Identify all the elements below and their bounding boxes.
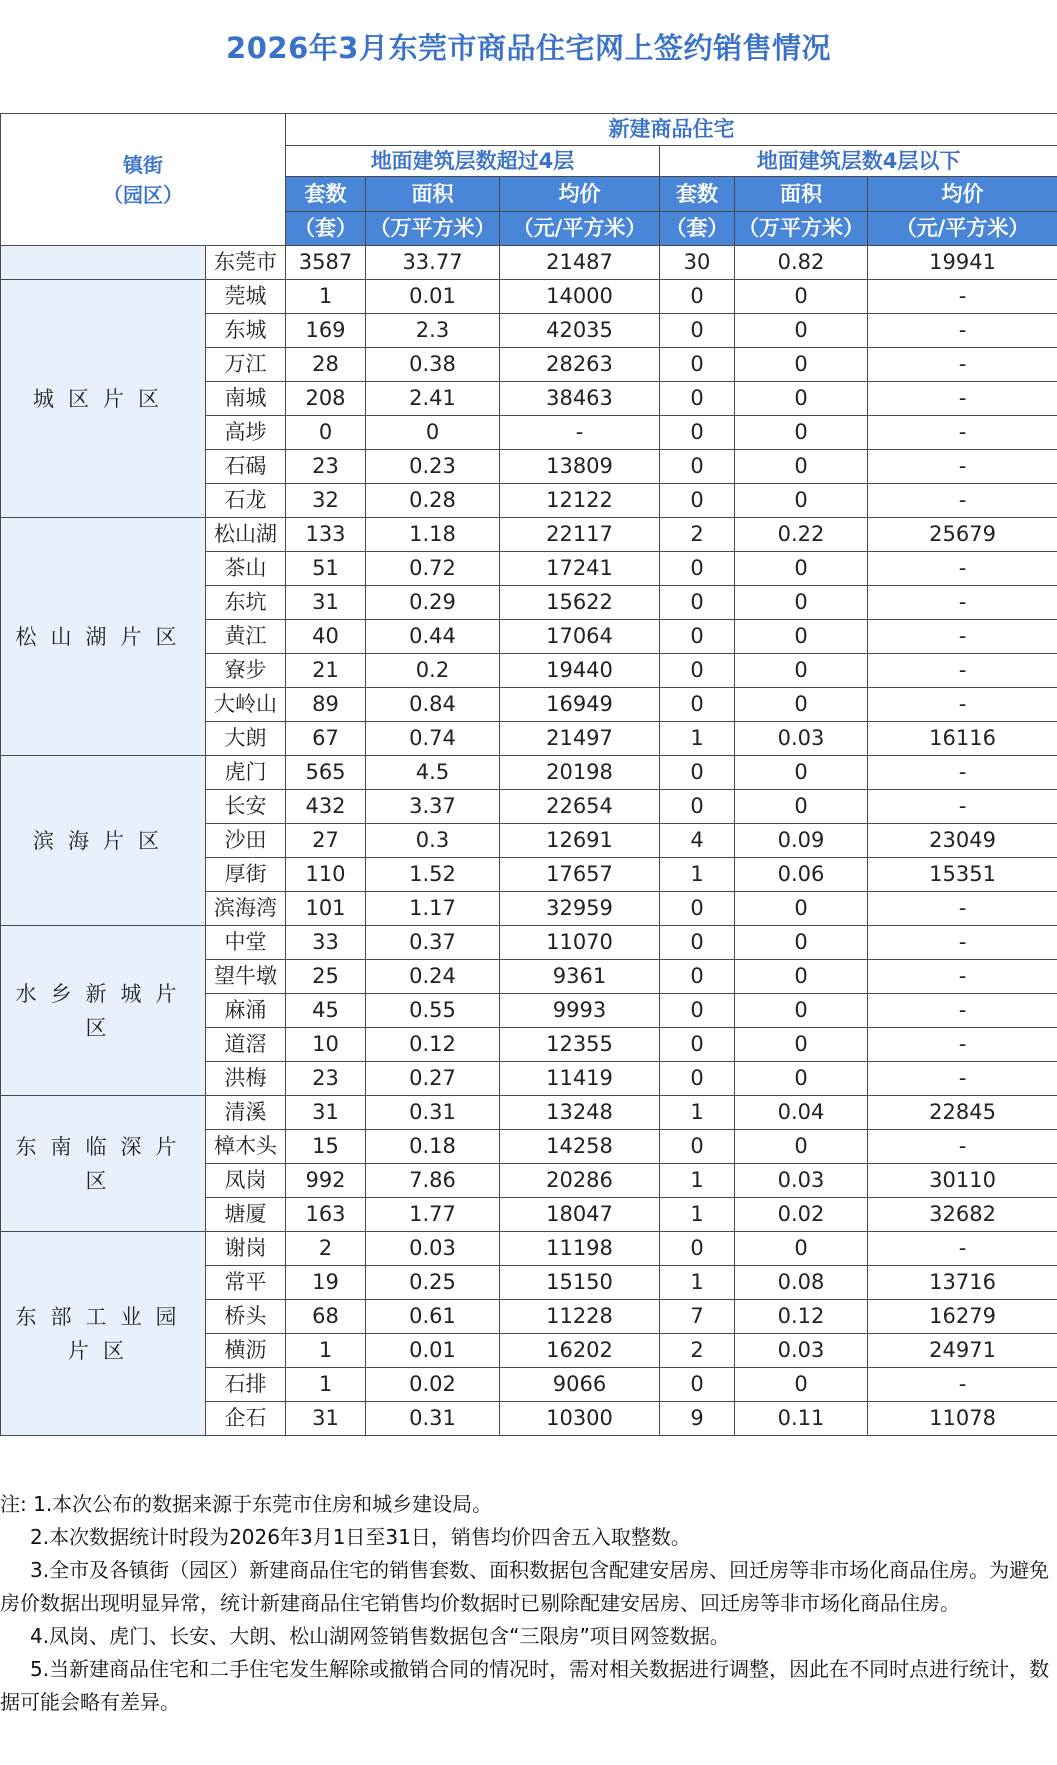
table-cell: 17241: [500, 552, 660, 586]
table-cell: 14258: [500, 1130, 660, 1164]
header-price: 均价: [500, 177, 660, 212]
table-cell: 89: [286, 688, 366, 722]
town-name: 黄江: [206, 620, 286, 654]
table-cell: 16202: [500, 1334, 660, 1368]
table-cell: 1: [660, 1096, 735, 1130]
table-cell: 68: [286, 1300, 366, 1334]
city-total-blank: [1, 246, 206, 280]
table-cell: 3.37: [366, 790, 500, 824]
header-group-under4: 地面建筑层数4层以下: [660, 146, 1057, 177]
note-item: 3.全市及各镇街（园区）新建商品住宅的销售套数、面积数据包含配建安居房、回迁房等非市场化商品住房。为避免房价数据出现明显异常，统计新建商品住宅销售均价数据时已剔除配建安居房、回迁房等非市场化商品住房。: [0, 1558, 1050, 1615]
table-cell: 4.5: [366, 756, 500, 790]
table-cell: 40: [286, 620, 366, 654]
table-cell: 0: [660, 654, 735, 688]
table-cell: 18047: [500, 1198, 660, 1232]
zone-name: 滨海片区: [33, 828, 173, 853]
table-cell: 432: [286, 790, 366, 824]
town-name: 清溪: [206, 1096, 286, 1130]
table-cell: 0.84: [366, 688, 500, 722]
table-cell: 0.27: [366, 1062, 500, 1096]
table-cell: 0.03: [735, 1164, 868, 1198]
table-cell: 15622: [500, 586, 660, 620]
table-cell: 16949: [500, 688, 660, 722]
table-cell: 0: [286, 416, 366, 450]
zone-name: 松山湖片区: [15, 624, 191, 649]
table-cell: 9361: [500, 960, 660, 994]
town-name: 凤岗: [206, 1164, 286, 1198]
table-cell: 11070: [500, 926, 660, 960]
header-corner-label: 镇街: [123, 152, 163, 177]
table-cell: 1.77: [366, 1198, 500, 1232]
town-name: 石排: [206, 1368, 286, 1402]
note-item: 2.本次数据统计时段为2026年3月1日至31日，销售均价四舍五入取整数。: [30, 1525, 691, 1549]
table-cell: 67: [286, 722, 366, 756]
header-price-unit: （元/平方米）: [868, 212, 1057, 246]
table-cell: -: [868, 892, 1057, 926]
table-cell: 31: [286, 1402, 366, 1436]
table-cell: -: [868, 280, 1057, 314]
header-corner-sublabel: （园区）: [103, 182, 183, 207]
town-name: 道滘: [206, 1028, 286, 1062]
table-cell: 1.52: [366, 858, 500, 892]
city-value: 33.77: [366, 246, 500, 280]
header-units: 套数: [660, 177, 735, 212]
table-cell: 0: [735, 688, 868, 722]
table-row: [1, 926, 1057, 960]
table-row: [1, 280, 1057, 314]
table-cell: 1: [660, 858, 735, 892]
table-cell: 0: [660, 960, 735, 994]
table-cell: 110: [286, 858, 366, 892]
table-cell: 169: [286, 314, 366, 348]
table-cell: 0.02: [735, 1198, 868, 1232]
table-cell: 0: [660, 450, 735, 484]
town-name: 沙田: [206, 824, 286, 858]
table-cell: -: [868, 688, 1057, 722]
table-cell: -: [868, 1062, 1057, 1096]
town-name: 横沥: [206, 1334, 286, 1368]
table-cell: 0: [660, 892, 735, 926]
table-cell: 0: [735, 314, 868, 348]
table-cell: 28: [286, 348, 366, 382]
header-price: 均价: [868, 177, 1057, 212]
table-cell: 0.03: [735, 722, 868, 756]
table-cell: 992: [286, 1164, 366, 1198]
table-cell: 0.03: [735, 1334, 868, 1368]
table-cell: -: [868, 348, 1057, 382]
table-cell: 9993: [500, 994, 660, 1028]
table-cell: 12122: [500, 484, 660, 518]
table-cell: 15150: [500, 1266, 660, 1300]
table-cell: 1: [660, 1164, 735, 1198]
table-cell: -: [868, 484, 1057, 518]
table-cell: 11228: [500, 1300, 660, 1334]
city-value: 30: [660, 246, 735, 280]
header-area: 面积: [735, 177, 868, 212]
table-cell: 0: [660, 790, 735, 824]
table-cell: 12691: [500, 824, 660, 858]
table-cell: 0: [735, 1130, 868, 1164]
town-name: 大朗: [206, 722, 286, 756]
table-cell: -: [868, 620, 1057, 654]
table-cell: 0.38: [366, 348, 500, 382]
table-cell: 0.2: [366, 654, 500, 688]
table-cell: 32682: [868, 1198, 1057, 1232]
town-name: 东城: [206, 314, 286, 348]
header-new-housing: 新建商品住宅: [286, 114, 1057, 146]
city-value: 3587: [286, 246, 366, 280]
table-cell: 163: [286, 1198, 366, 1232]
table-cell: 0.04: [735, 1096, 868, 1130]
zone-name: 东南临深片区: [15, 1134, 191, 1193]
table-cell: -: [868, 382, 1057, 416]
table-cell: 133: [286, 518, 366, 552]
table-cell: 0: [660, 756, 735, 790]
table-cell: -: [868, 1028, 1057, 1062]
table-cell: 23049: [868, 824, 1057, 858]
town-name: 桥头: [206, 1300, 286, 1334]
table-cell: 0: [735, 348, 868, 382]
zone-cell: [1, 280, 206, 518]
table-cell: 1: [286, 1368, 366, 1402]
table-cell: 19: [286, 1266, 366, 1300]
table-cell: 11419: [500, 1062, 660, 1096]
zone-cell: [1, 756, 206, 926]
table-cell: 10: [286, 1028, 366, 1062]
table-cell: 0.44: [366, 620, 500, 654]
table-cell: 0.06: [735, 858, 868, 892]
table-cell: 0: [366, 416, 500, 450]
table-cell: 0: [660, 552, 735, 586]
table-cell: 0: [660, 1062, 735, 1096]
table-cell: 0.02: [366, 1368, 500, 1402]
table-cell: 0: [735, 994, 868, 1028]
zone-cell: [1, 518, 206, 756]
table-cell: 0: [735, 586, 868, 620]
table-cell: 13809: [500, 450, 660, 484]
town-name: 厚街: [206, 858, 286, 892]
table-cell: 22117: [500, 518, 660, 552]
header-units-unit: （套）: [660, 212, 735, 246]
table-cell: -: [868, 416, 1057, 450]
table-cell: 24971: [868, 1334, 1057, 1368]
table-cell: -: [868, 450, 1057, 484]
table-cell: -: [868, 1368, 1057, 1402]
table-cell: 0: [735, 484, 868, 518]
table-cell: -: [868, 654, 1057, 688]
table-cell: 27: [286, 824, 366, 858]
town-name: 松山湖: [206, 518, 286, 552]
town-name: 滨海湾: [206, 892, 286, 926]
table-cell: 0.22: [735, 518, 868, 552]
table-row: [1, 518, 1057, 552]
table-cell: 0.01: [366, 280, 500, 314]
note-item: 5.当新建商品住宅和二手住宅发生解除或撤销合同的情况时，需对相关数据进行调整，因此在不同时点进行统计，数据可能会略有差异。: [0, 1657, 1050, 1714]
table-cell: 15351: [868, 858, 1057, 892]
table-cell: 0: [660, 382, 735, 416]
table-cell: 16279: [868, 1300, 1057, 1334]
table-cell: 0.03: [366, 1232, 500, 1266]
city-value: 19941: [868, 246, 1057, 280]
town-name: 麻涌: [206, 994, 286, 1028]
table-cell: -: [868, 1232, 1057, 1266]
header-area: 面积: [366, 177, 500, 212]
table-cell: 7: [660, 1300, 735, 1334]
table-cell: 11198: [500, 1232, 660, 1266]
town-name: 大岭山: [206, 688, 286, 722]
table-cell: 0: [735, 1232, 868, 1266]
table-cell: 1: [286, 280, 366, 314]
table-cell: 1: [286, 1334, 366, 1368]
table-cell: 20286: [500, 1164, 660, 1198]
table-cell: 0.31: [366, 1402, 500, 1436]
town-name: 万江: [206, 348, 286, 382]
table-cell: 16116: [868, 722, 1057, 756]
table-cell: 0.12: [366, 1028, 500, 1062]
table-cell: 2: [660, 1334, 735, 1368]
table-cell: 9: [660, 1402, 735, 1436]
table-cell: 1: [660, 1266, 735, 1300]
header-units: 套数: [286, 177, 366, 212]
zone-name: 城区片区: [33, 386, 173, 411]
table-cell: 7.86: [366, 1164, 500, 1198]
table-cell: 0.61: [366, 1300, 500, 1334]
town-name: 莞城: [206, 280, 286, 314]
table-cell: 25: [286, 960, 366, 994]
header-price-unit: （元/平方米）: [500, 212, 660, 246]
table-cell: 0: [660, 1368, 735, 1402]
zone-name: 水乡新城片区: [15, 981, 191, 1040]
table-cell: 20198: [500, 756, 660, 790]
table-cell: 0: [660, 314, 735, 348]
town-name: 樟木头: [206, 1130, 286, 1164]
table-row: [1, 756, 1057, 790]
table-cell: 0.25: [366, 1266, 500, 1300]
table-cell: 0: [735, 620, 868, 654]
table-cell: 22654: [500, 790, 660, 824]
header-area-unit: （万平方米）: [735, 212, 868, 246]
table-cell: 23: [286, 450, 366, 484]
header-group-over4: 地面建筑层数超过4层: [286, 146, 660, 177]
table-cell: 0.11: [735, 1402, 868, 1436]
header-corner: [1, 114, 286, 246]
table-cell: 0: [660, 620, 735, 654]
table-cell: 0: [735, 892, 868, 926]
table-cell: 17657: [500, 858, 660, 892]
table-cell: 51: [286, 552, 366, 586]
table-cell: 10300: [500, 1402, 660, 1436]
table-cell: 13248: [500, 1096, 660, 1130]
table-cell: 25679: [868, 518, 1057, 552]
city-name: 东莞市: [206, 246, 286, 280]
table-cell: -: [868, 552, 1057, 586]
zone-cell: [1, 1096, 206, 1232]
table-cell: 0: [735, 1062, 868, 1096]
table-cell: 1: [660, 1198, 735, 1232]
table-cell: 19440: [500, 654, 660, 688]
table-cell: 0.29: [366, 586, 500, 620]
table-cell: 0: [660, 280, 735, 314]
table-cell: 208: [286, 382, 366, 416]
table-cell: 0: [660, 926, 735, 960]
town-name: 虎门: [206, 756, 286, 790]
town-name: 谢岗: [206, 1232, 286, 1266]
table-cell: 21: [286, 654, 366, 688]
table-cell: 0: [735, 960, 868, 994]
town-name: 南城: [206, 382, 286, 416]
table-cell: 0: [660, 688, 735, 722]
city-value: 21487: [500, 246, 660, 280]
table-cell: 11078: [868, 1402, 1057, 1436]
town-name: 望牛墩: [206, 960, 286, 994]
table-cell: 0: [660, 994, 735, 1028]
table-cell: 1.18: [366, 518, 500, 552]
table-cell: 45: [286, 994, 366, 1028]
table-cell: 0.18: [366, 1130, 500, 1164]
table-cell: 0: [735, 552, 868, 586]
town-name: 塘厦: [206, 1198, 286, 1232]
table-cell: 101: [286, 892, 366, 926]
table-cell: 15: [286, 1130, 366, 1164]
table-cell: 23: [286, 1062, 366, 1096]
table-cell: 33: [286, 926, 366, 960]
table-cell: 0: [735, 1368, 868, 1402]
table-cell: 0: [735, 654, 868, 688]
note-item: 4.凤岗、虎门、长安、大朗、松山湖网签销售数据包含“三限房”项目网签数据。: [30, 1624, 730, 1648]
table-cell: 0: [660, 586, 735, 620]
table-cell: -: [868, 790, 1057, 824]
header-area-unit: （万平方米）: [366, 212, 500, 246]
table-cell: 0: [735, 756, 868, 790]
table-cell: 0.01: [366, 1334, 500, 1368]
table-cell: -: [868, 586, 1057, 620]
table-cell: 0.24: [366, 960, 500, 994]
table-cell: 2: [286, 1232, 366, 1266]
table-cell: 4: [660, 824, 735, 858]
table-cell: 1: [660, 722, 735, 756]
table-cell: 0: [660, 484, 735, 518]
table-cell: 0.09: [735, 824, 868, 858]
header-units-unit: （套）: [286, 212, 366, 246]
city-value: 0.82: [735, 246, 868, 280]
town-name: 企石: [206, 1402, 286, 1436]
table-cell: 0: [660, 1028, 735, 1062]
table-cell: 0: [660, 416, 735, 450]
table-cell: 28263: [500, 348, 660, 382]
table-cell: 14000: [500, 280, 660, 314]
town-name: 寮步: [206, 654, 286, 688]
table-cell: 0.74: [366, 722, 500, 756]
town-name: 石龙: [206, 484, 286, 518]
table-cell: 0.31: [366, 1096, 500, 1130]
town-name: 东坑: [206, 586, 286, 620]
table-cell: -: [868, 926, 1057, 960]
table-cell: -: [500, 416, 660, 450]
table-cell: 0: [735, 790, 868, 824]
table-cell: 0.55: [366, 994, 500, 1028]
table-cell: 0.37: [366, 926, 500, 960]
table-cell: 0: [735, 926, 868, 960]
table-cell: 30110: [868, 1164, 1057, 1198]
table-cell: 0: [735, 450, 868, 484]
town-name: 石碣: [206, 450, 286, 484]
sales-table: [0, 113, 1057, 1436]
table-cell: 0.72: [366, 552, 500, 586]
table-cell: 0.12: [735, 1300, 868, 1334]
table-cell: 0: [735, 382, 868, 416]
table-cell: 2.41: [366, 382, 500, 416]
city-total-row: [1, 246, 1057, 280]
town-name: 茶山: [206, 552, 286, 586]
table-cell: 0.08: [735, 1266, 868, 1300]
town-name: 高埗: [206, 416, 286, 450]
table-cell: 42035: [500, 314, 660, 348]
town-name: 洪梅: [206, 1062, 286, 1096]
town-name: 中堂: [206, 926, 286, 960]
page-title: 2026年3月东莞市商品住宅网上签约销售情况: [226, 31, 831, 65]
table-row: [1, 1096, 1057, 1130]
table-cell: 0: [735, 1028, 868, 1062]
table-cell: 21497: [500, 722, 660, 756]
table-cell: 32959: [500, 892, 660, 926]
table-cell: 22845: [868, 1096, 1057, 1130]
table-cell: 565: [286, 756, 366, 790]
table-cell: 0: [660, 1130, 735, 1164]
table-cell: 13716: [868, 1266, 1057, 1300]
table-cell: 2: [660, 518, 735, 552]
zone-name: 东部工业园片区: [15, 1304, 191, 1363]
zone-cell: [1, 1232, 206, 1436]
table-cell: 0: [660, 348, 735, 382]
table-cell: 12355: [500, 1028, 660, 1062]
table-cell: 1.17: [366, 892, 500, 926]
table-cell: -: [868, 314, 1057, 348]
table-cell: 0.23: [366, 450, 500, 484]
table-cell: 2.3: [366, 314, 500, 348]
town-name: 长安: [206, 790, 286, 824]
table-cell: 38463: [500, 382, 660, 416]
zone-cell: [1, 926, 206, 1096]
table-cell: 0: [735, 280, 868, 314]
table-cell: -: [868, 994, 1057, 1028]
table-cell: 0: [660, 1232, 735, 1266]
table-cell: 32: [286, 484, 366, 518]
table-cell: 17064: [500, 620, 660, 654]
table-cell: 31: [286, 1096, 366, 1130]
table-cell: -: [868, 1130, 1057, 1164]
notes: [0, 1488, 1057, 1719]
note-item: 注: 1.本次公布的数据来源于东莞市住房和城乡建设局。: [0, 1492, 493, 1516]
table-cell: 0: [735, 416, 868, 450]
table-cell: 0.28: [366, 484, 500, 518]
town-name: 常平: [206, 1266, 286, 1300]
table-cell: -: [868, 960, 1057, 994]
table-cell: 9066: [500, 1368, 660, 1402]
table-cell: 0.3: [366, 824, 500, 858]
table-cell: 31: [286, 586, 366, 620]
table-cell: -: [868, 756, 1057, 790]
table-row: [1, 1232, 1057, 1266]
